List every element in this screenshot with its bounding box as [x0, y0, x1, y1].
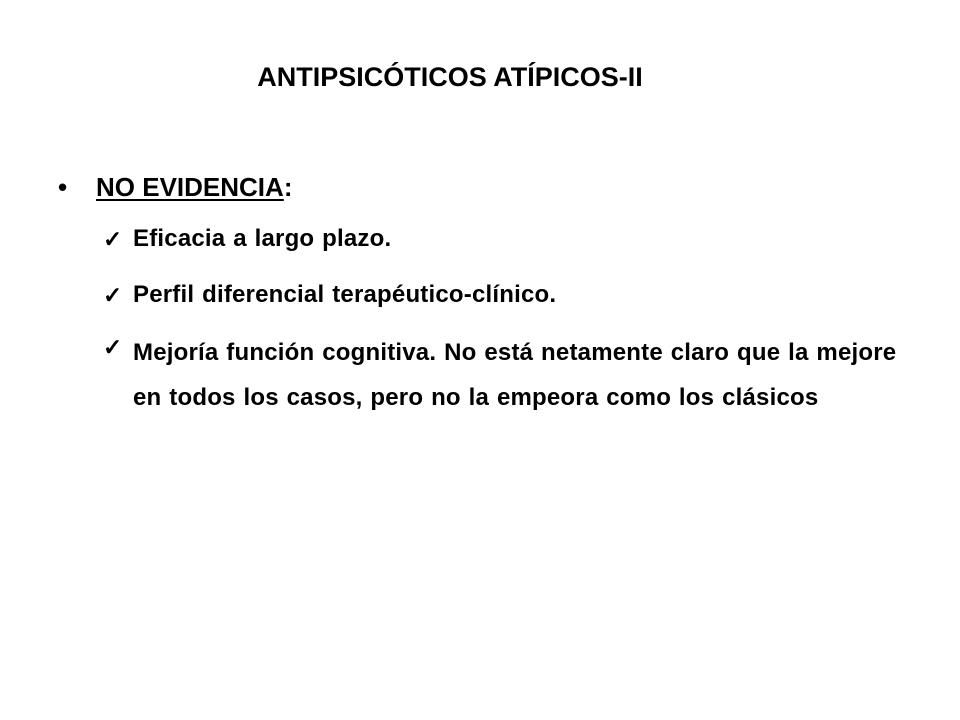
bullet-colon: : — [283, 172, 293, 202]
list-item-text: Mejoría función cognitiva. No está netamente claro que la mejore en todos los casos, pero no la empeora como los clásicos — [133, 339, 897, 411]
list-item — [103, 330, 923, 420]
checkmark-icon: ✓ — [103, 226, 123, 252]
list-item-text: Perfil diferencial terapéutico-clínico. — [133, 281, 557, 308]
evidence-list — [103, 222, 923, 442]
list-item-text: Eficacia a largo plazo. — [133, 225, 392, 252]
slide-title: ANTIPSICÓTICOS ATÍPICOS-II — [257, 62, 643, 92]
bullet-no-evidencia — [58, 172, 292, 203]
bullet-label: NO EVIDENCIA — [96, 172, 284, 202]
list-item — [103, 278, 923, 312]
bullet-dot-icon: • — [58, 172, 68, 202]
checkmark-icon: ✓ — [103, 282, 123, 308]
checkmark-icon: ✓ — [103, 334, 123, 360]
list-item — [103, 222, 923, 256]
